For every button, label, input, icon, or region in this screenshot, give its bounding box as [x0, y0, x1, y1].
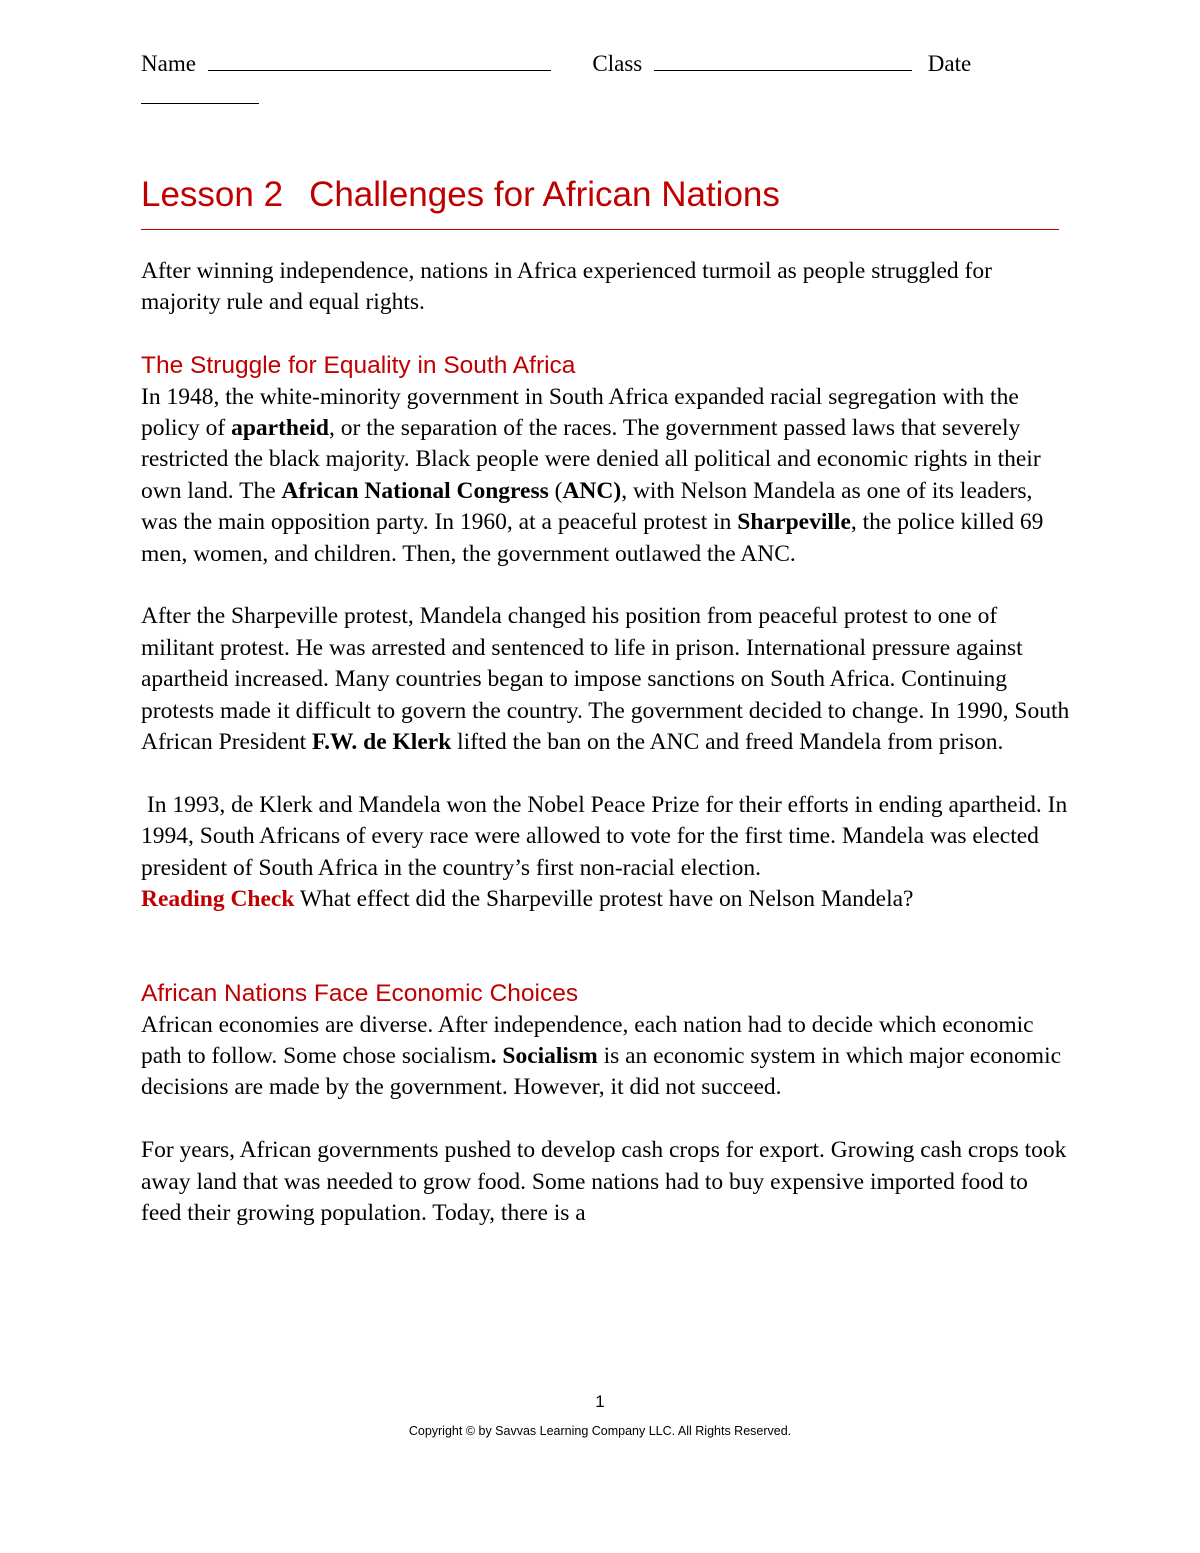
text-run: African economies are diverse. After independence, each nation had to decide which economic path to follow. Some chose socialism [141, 1011, 1034, 1070]
intro-paragraph: After winning independence, nations in Africa experienced turmoil as people struggled for majority rule and equal rights. [141, 258, 992, 316]
section-heading-economic: African Nations Face Economic Choices [141, 980, 579, 1008]
reading-check [141, 884, 1071, 915]
term-anc-abbr: ANC) [562, 477, 622, 504]
class-label: Class [592, 51, 643, 76]
term-socialism: . Socialism [490, 1043, 598, 1070]
lesson-title-text: Challenges for African Nations [309, 175, 780, 214]
section-heading-equality: The Struggle for Equality in South Africa [141, 352, 576, 380]
lesson-body [141, 256, 1074, 1230]
apartheid-paragraph [141, 382, 1071, 570]
class-blank[interactable] [654, 50, 912, 71]
title-divider [141, 229, 1059, 230]
text-run: ( [548, 477, 563, 504]
date-label: Date [927, 51, 972, 76]
economies-paragraph [141, 1010, 1071, 1104]
name-label: Name [141, 51, 196, 76]
term-de-klerk: F.W. de Klerk [311, 729, 452, 756]
name-blank[interactable] [208, 50, 551, 71]
lesson-title [141, 170, 780, 220]
text-run: , with Nelson Mandela as one of its leaders, was the main opposition party. In 1960, at a peaceful protest in [141, 477, 1033, 536]
term-sharpeville: Sharpeville [737, 509, 851, 536]
text-run: , the police killed 69 men, women, and children. Then, the government outlawed the ANC. [141, 509, 1044, 567]
term-anc: African National Congress [281, 477, 549, 504]
copyright-notice: Copyright © by Savvas Learning Company LLC. All Rights Reserved. [408, 1424, 792, 1438]
mandela-paragraph [141, 601, 1071, 758]
nobel-paragraph: In 1993, de Klerk and Mandela won the Nobel Peace Prize for their efforts in ending apartheid. In 1994, South Africans of every race were allowed to vote for the first time. Mandela was elected president of South Africa in the country’s first non-racial election. [141, 791, 1074, 881]
reading-check-question: What effect did the Sharpeville protest have on Nelson Mandela? [294, 886, 914, 913]
term-apartheid: apartheid [231, 415, 330, 442]
text-run: lifted the ban on the ANC and freed Mandela from prison. [451, 729, 1004, 756]
text-run: After the Sharpeville protest, Mandela changed his position from peaceful protest to one of militant protest. He was arrested and sentenced to life in prison. International pressure against apartheid increased. Many countries began to impose sanctions on South Africa. Continuing protests made it difficult to govern the country. The government decided to change. In 1990, South African President [141, 603, 1070, 756]
cash-crops-paragraph: For years, African governments pushed to develop cash crops for export. Growing cash crops took away land that was needed to grow food. Some nations had to buy expensive imported food to feed their growing population. Today, there is a [141, 1137, 1067, 1227]
date-line [141, 103, 259, 104]
reading-check-label: Reading Check [141, 886, 295, 913]
date-blank[interactable] [141, 103, 259, 104]
lesson-number: Lesson 2 [141, 175, 284, 214]
page-number: 1 [595, 1392, 605, 1411]
text-run: is an economic system in which major economic decisions are made by the government. However, it did not succeed. [141, 1043, 1062, 1101]
student-info-line [141, 48, 1071, 80]
text-run: In 1948, the white-minority government in South Africa expanded racial segregation with the policy of [141, 383, 1019, 442]
text-run: , or the separation of the races. The government passed laws that severely restricted the black majority. Black people were denied all political and economic rights in their own land. The [141, 415, 1041, 504]
